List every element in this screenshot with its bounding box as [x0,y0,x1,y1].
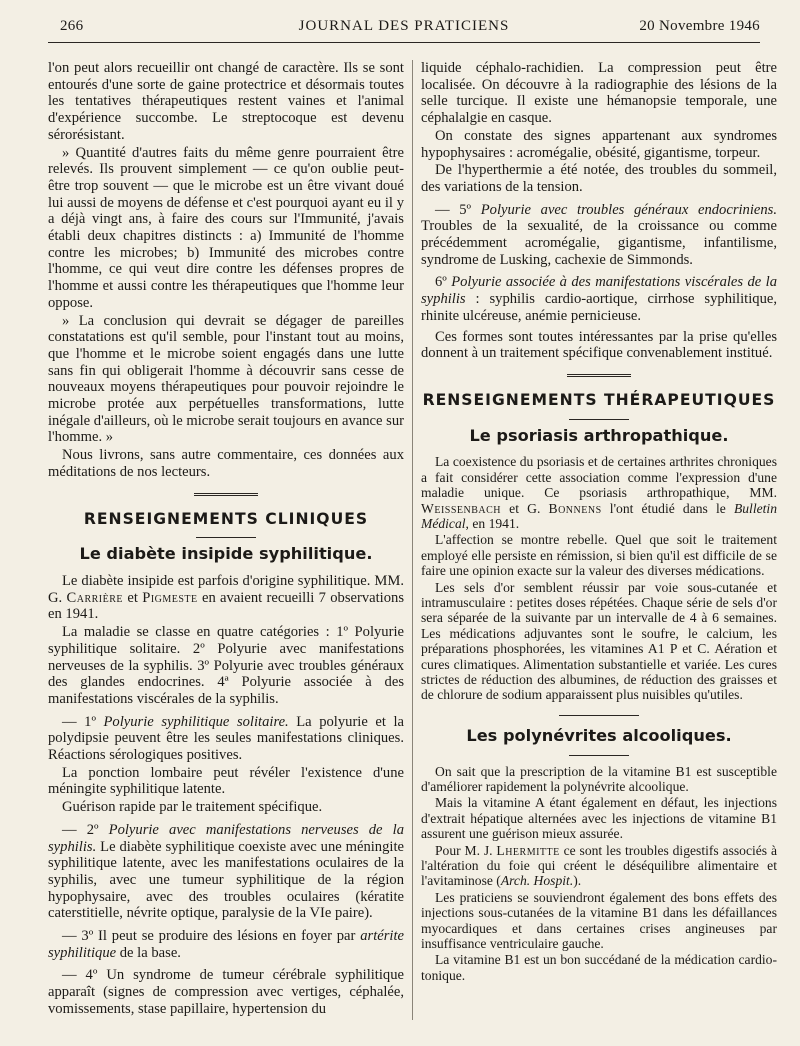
journal-title: JOURNAL DES PRATICIENS [298,18,510,34]
intro-paragraph: » Quantité d'autres faits du même genre pourraient être relevés. Ils prouvent simplement — ce qu'on oublie peut-être trop souvent — que le microbe est un être vivant doué lui aussi de moyens de défense et c'est pourquoi ayant eu il y a déjà vingt ans, à faire des cours sur l'Immunité, j'avais établi deux chapitres distincts : a) Immunité de l'homme contre les microbes; b) Immunité des microbes contre l'homme, ce qui veut dire contre les défenses propres de l'homme et aussi contre les thérapeutiques que l'homme leur oppose. [48,144,404,311]
author-name: Pigmeste [142,589,198,606]
article-paragraph: liquide céphalo-rachidien. La compression peut être localisée. On découvre à la radiographie des lésions de la selle turcique. Il existe une hémanopsie temporale, une céphalalgie en casque. [421,60,777,127]
header-rule [48,42,760,43]
article-title-psoriasis: Le psoriasis arthropathique. [469,425,729,445]
article-paragraph: — 5º Polyurie avec troubles généraux endocriniens. Troubles de la sexualité, de la croissance ou comme précédemment acromégalie, gigantisme, infantilisme, syndrome de Lusking, cachexie de Simmonds. [421,201,778,268]
section-heading-clinical: RENSEIGNEMENTS CLINIQUES [83,509,369,528]
article-paragraph: Les praticiens se souviendront également des bons effets des injections sous-cutanées de la vitamine B1 dans les défaillances myocardiques et dans certaines crises angineuses par insuffisance ventriculaire gauche. [421,889,777,952]
article-paragraph: — 1º Polyurie syphilitique solitaire. La polyurie et la polydipsie peuvent être les seules manifestations cliniques. Réactions sérologiques positives. [48,713,404,764]
author-name: Carrière [66,589,124,606]
article-title-diabete: Le diabète insipide syphilitique. [79,544,373,564]
issue-date: 20 Novembre 1946 [639,18,760,34]
title-divider [569,419,629,420]
article-paragraph: — 4º Un syndrome de tumeur cérébrale syphilitique apparaît (signes de compression avec vertiges, céphalée, vomissements, stase papillaire, hypertension du [48,967,404,1017]
title-divider [569,755,629,756]
intro-paragraph: l'on peut alors recueillir ont changé de caractère. Ils se sont entourés d'une sorte de gaine protectrice et désormais toutes les tentatives thérapeutiques restent vaines et l'animal d'expérience succombe. Le streptocoque est devenu sérorésistant. [48,60,404,143]
article-divider [559,715,639,716]
article-paragraph: La ponction lombaire peut révéler l'existence d'une méningite syphilitique latente. [48,764,404,798]
article-paragraph: Les sels d'or semblent réussir par voie sous-cutanée et intramusculaire : petites doses répétées. Chaque série de sels d'or sera séparée de la suivante par un intervalle de 4 à 6 semaines. Les médications adjuvantes sont le soufre, le calcium, les préparations phosphorées, les vitamines A1 P et C. Aération et cures climatiques. Alimentation substantielle et variée. Les cures strictes de réduction des albumines, de réduction des graisses et de chlorure de sodium apparaissent plus nuisibles qu'utiles. [421,579,777,703]
column-divider [412,60,413,1020]
author-name: Lhermitte [496,842,560,858]
intro-paragraph: Nous livrons, sans autre commentaire, ces données aux méditations de nos lecteurs. [48,447,404,480]
article-paragraph: 6º Polyurie associée à des manifestations viscérales de la syphilis : syphilis cardio-aortique, cirrhose syphilitique, rhinite ulcéreuse, anémie pernicieuse. [421,274,777,324]
article-paragraph: Pour M. J. Lhermitte ce sont les troubles digestifs associés à l'altération du foie qui créent le déséquilibre alimentaire et l'avitaminose (Arch. Hospit.). [421,842,777,889]
author-name: Bonnens [548,500,602,516]
article-paragraph: La maladie se classe en quatre catégories : 1º Polyurie syphilitique solitaire. 2º Polyurie avec manifestations nerveuses de la syphilis. 3º Polyurie avec troubles généraux des glandes endocrines. 4ª Polyurie associée à des manifestations viscérales de la syphilis. [48,624,404,707]
section-divider [194,493,258,499]
article-paragraph: La coexistence du psoriasis et de certaines arthrites chroniques a fait considérer cette association comme l'expression d'une maladie unique. Ce psoriasis arthropathique, MM. Weissenbach et G. Bonnens l'ont étudié dans le Bulletin Médical, en 1941. [421,454,777,531]
section-divider [567,374,631,380]
article-paragraph: On sait que la prescription de la vitamine B1 est susceptible d'améliorer rapidement la polynévrite alcoolique. [421,763,777,794]
article-paragraph: Mais la vitamine A étant également en défaut, les injections d'extrait hépatique alternées avec les injections de vitamine B1 assurent une guérison mieux assurée. [421,795,777,842]
article-paragraph: La vitamine B1 est un bon succédané de la médication cardio-tonique. [421,952,777,983]
article-paragraph: On constate des signes appartenant aux syndromes hypophysaires : acromégalie, obésité, gigantisme, torpeur. [421,127,777,161]
page-number: 266 [60,18,84,34]
section-heading-therapeutic: RENSEIGNEMENTS THÉRAPEUTIQUES [422,390,776,409]
article-paragraph: Le diabète insipide est parfois d'origine syphilitique. MM. G. Carrière et Pigmeste en avaient recueilli 7 observations en 1941. [48,572,404,623]
article-paragraph: Ces formes sont toutes intéressantes par la prise qu'elles donnent à un traitement spécifique convenablement institué. [421,328,777,362]
article-title-polynevrites: Les polynévrites alcooliques. [466,725,732,745]
article-paragraph: Guérison rapide par le traitement spécifique. [62,799,323,816]
article-paragraph: — 2º Polyurie avec manifestations nerveuses de la syphilis. Le diabète syphilitique coexiste avec une méningite syphilitique latente, avec les manifestations oculaires de la syphilis, avec une tumeur syphilitique de la région hypophysaire, avec des troubles oculaires (kératite caterstitielle, névrite optique, paralysie de la VIe paire). [48,821,405,922]
article-paragraph: L'affection se montre rebelle. Quel que soit le traitement employé elle persiste en rémission, si bien qu'il est difficile de se faire une opinion exacte sur la valeur des diverses médications. [421,532,777,579]
page-header [48,14,760,40]
article-paragraph: — 3º Il peut se produire des lésions en foyer par artérite syphilitique de la base. [48,928,404,961]
left-column [48,60,404,1019]
article-paragraph: De l'hyperthermie a été notée, des troubles du sommeil, des variations de la tension. [421,162,777,195]
right-column [421,60,777,984]
title-divider [196,537,256,538]
author-name: Weissenbach [421,500,502,516]
intro-paragraph: » La conclusion qui devrait se dégager de pareilles constatations est qu'il semble, pour l'instant tout au moins, que l'homme et le microbe soient engagés dans une lutte sans fin qui obligerait l'homme à découvrir sans cesse de nouveaux moyens thérapeutiques pour pouvoir rejoindre le microbe protée aux perpétuelles transformations, lutte inégale d'ailleurs, où le microbe serait toujours en avance sur l'homme. » [48,312,404,446]
